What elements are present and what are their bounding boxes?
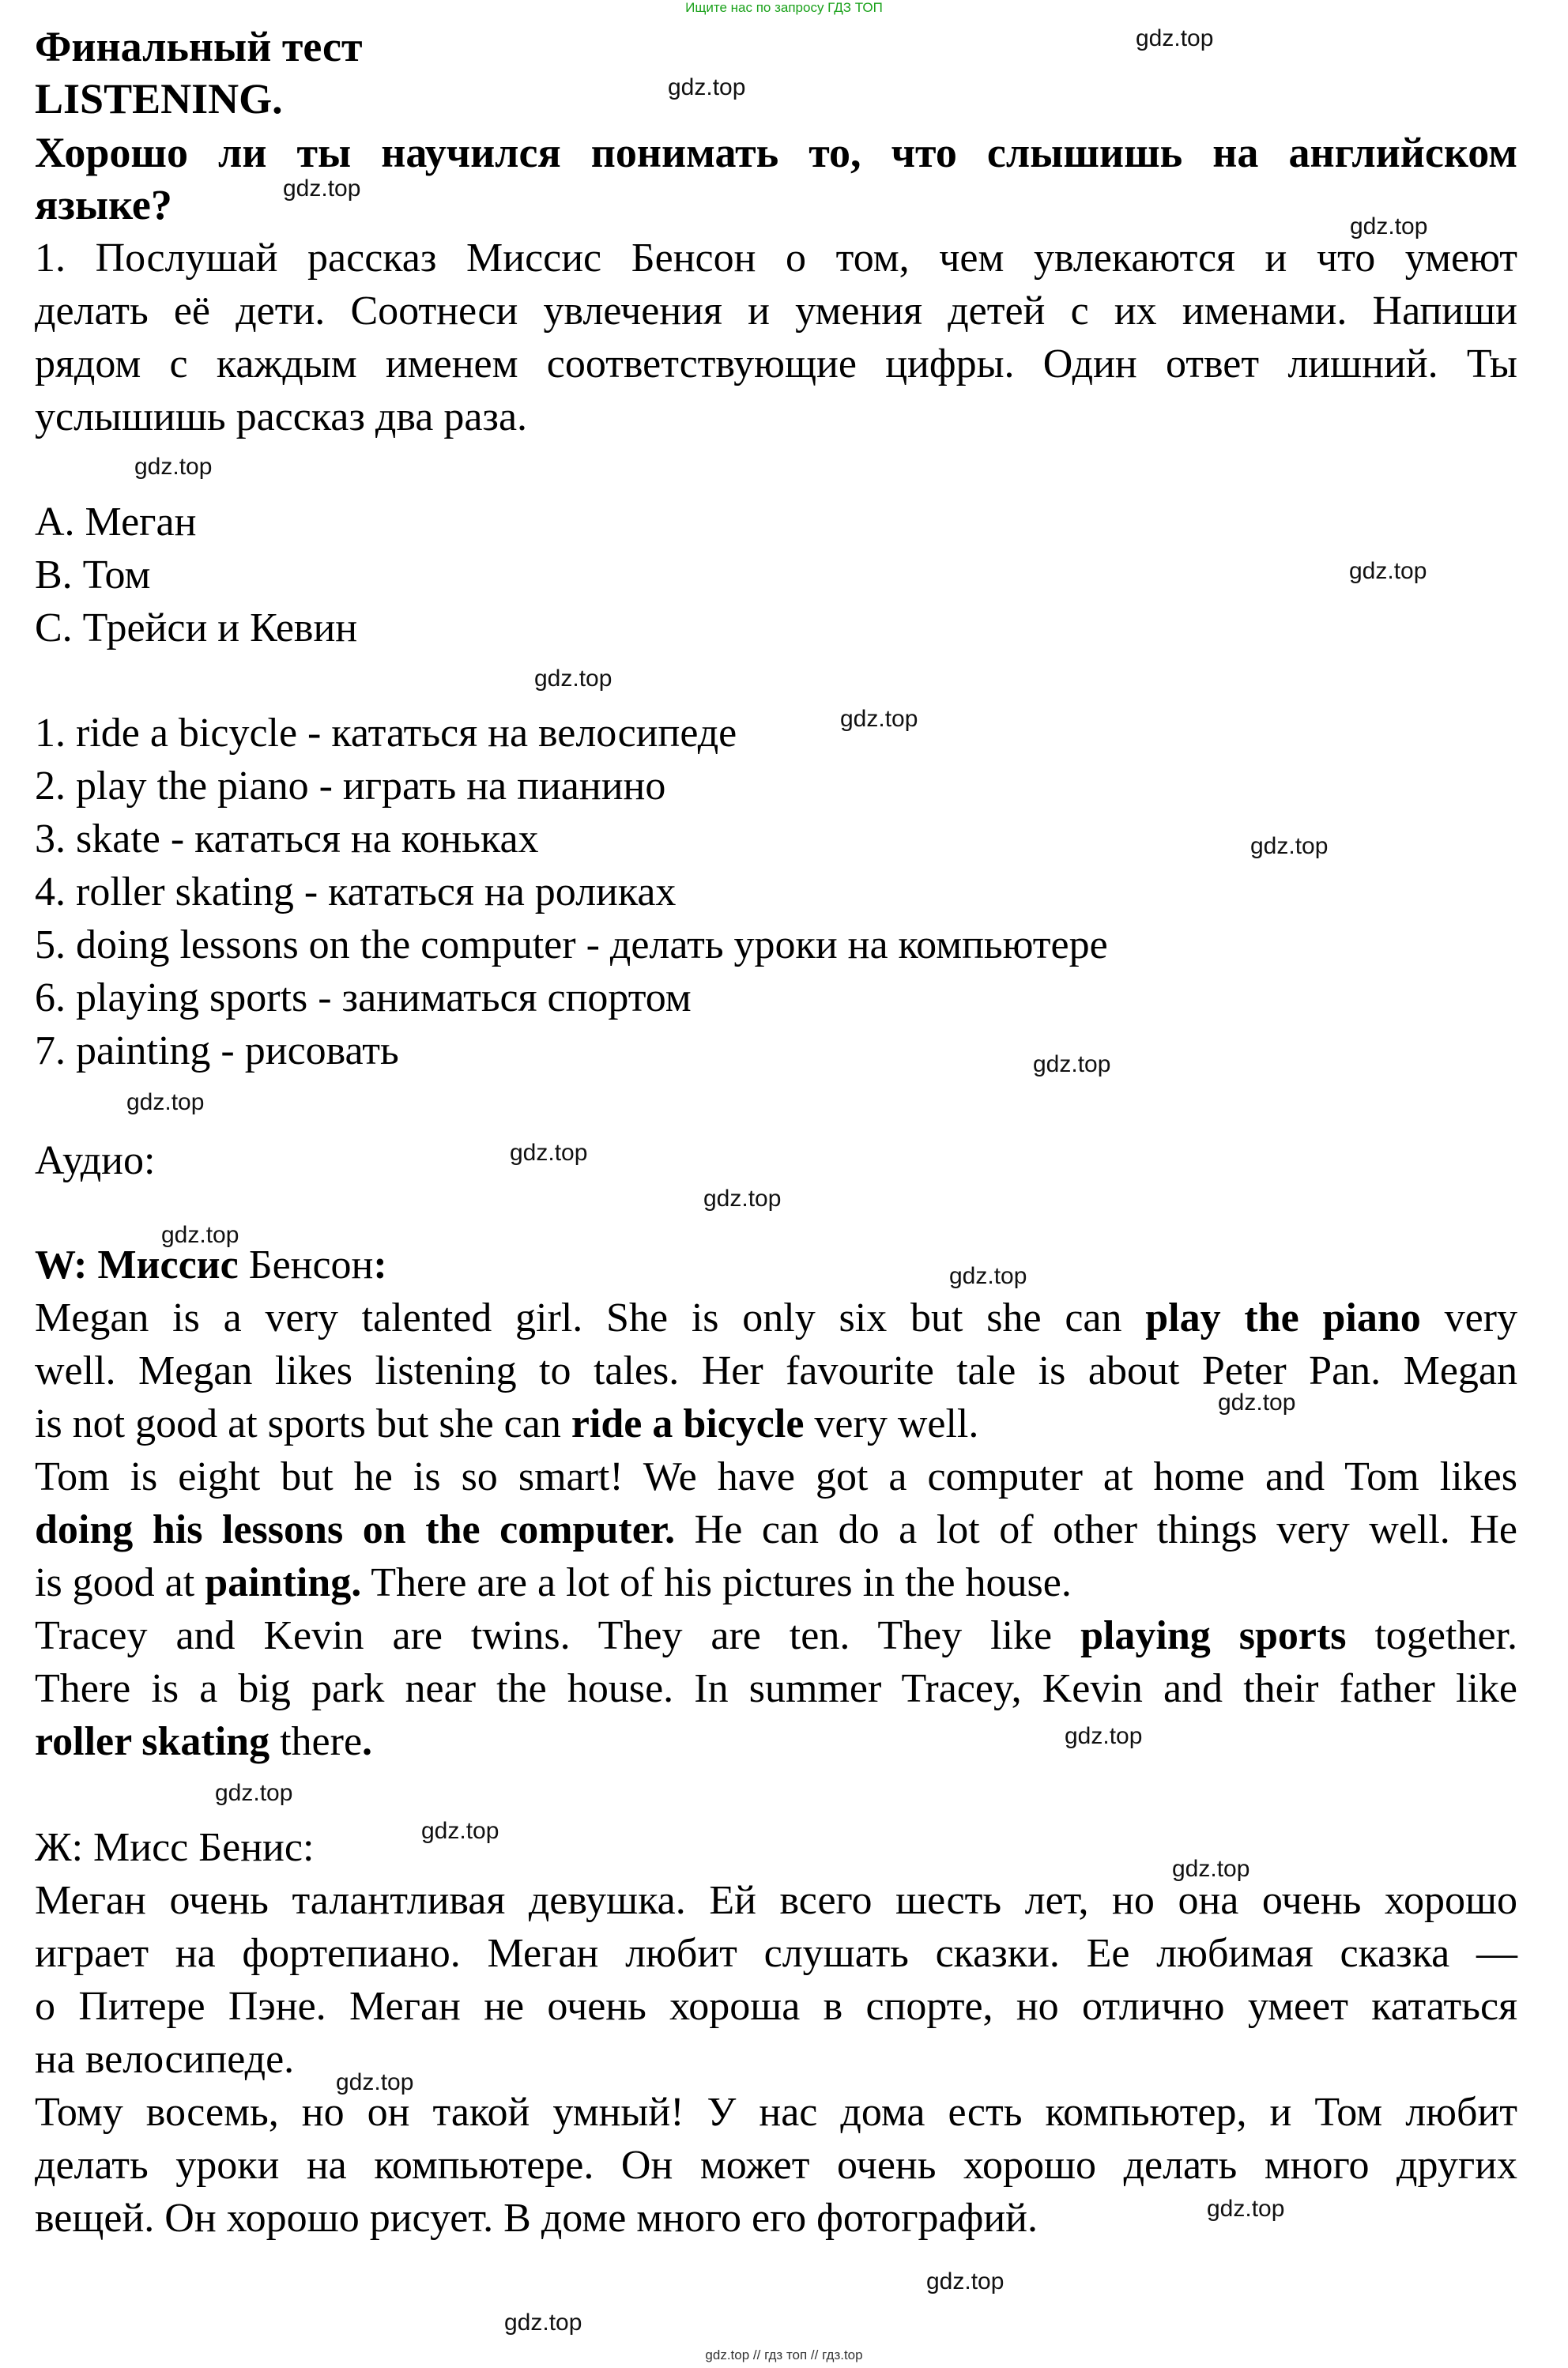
watermark: gdz.top (1136, 25, 1214, 51)
activity-4: 4. roller skating - кататься на роликах (35, 869, 677, 914)
watermark: gdz.top (1207, 2196, 1285, 2222)
activity-3: 3. skate - кататься на коньках (35, 816, 539, 862)
russian-line-1: Меган очень талантливая девушка. Ей всего шесть лет, но она очень хорошо (35, 1878, 1517, 1923)
speaker-name: Бенсон (238, 1242, 374, 1288)
task-line-4: услышишь рассказ два раза. (35, 394, 528, 439)
english-line-7 (35, 1610, 1517, 1662)
watermark: gdz.top (510, 1140, 588, 1166)
highlight-span: ride a bicycle (571, 1401, 805, 1446)
watermark: gdz.top (1349, 558, 1427, 584)
highlight-span: play the piano (1145, 1295, 1421, 1340)
russian-line-3: о Питере Пэне. Меган не очень хороша в спорте, но отлично умеет кататься (35, 1984, 1517, 2029)
watermark: gdz.top (1065, 1723, 1143, 1749)
watermark: gdz.top (1250, 833, 1329, 859)
text-span: is good at (35, 1560, 205, 1605)
task-line-1: 1. Послушай рассказ Миссис Бенсон о том, чем увлекаются и что умеют (35, 236, 1517, 281)
english-line-9 (35, 1716, 372, 1768)
watermark: gdz.top (926, 2268, 1004, 2294)
watermark: gdz.top (134, 454, 213, 480)
section-title: LISTENING. (35, 75, 283, 123)
question-line-2: языке? (35, 181, 172, 228)
watermark: gdz.top (949, 1263, 1027, 1289)
text-span: there (270, 1719, 363, 1764)
watermark: gdz.top (840, 706, 918, 732)
watermark: gdz.top (1218, 1390, 1296, 1416)
highlight-span: painting. (205, 1560, 362, 1605)
task-line-3: рядом с каждым именем соответствующие цифры. Один ответ лишний. Ты (35, 341, 1517, 386)
english-line-4: Tom is eight but he is so smart! We have got a computer at home and Tom likes (35, 1454, 1517, 1499)
watermark: gdz.top (1033, 1051, 1111, 1077)
watermark: gdz.top (215, 1780, 293, 1806)
english-line-6 (35, 1557, 1072, 1609)
audio-label: Аудио: (35, 1138, 156, 1183)
highlight-span: playing sports (1080, 1613, 1347, 1658)
watermark: gdz.top (283, 175, 361, 202)
text-span: is not good at sports but she can (35, 1401, 571, 1446)
activity-6: 6. playing sports - заниматься спортом (35, 975, 692, 1020)
name-a: А. Меган (35, 500, 197, 545)
name-c: С. Трейси и Кевин (35, 605, 358, 650)
text-span: Tracey and Kevin are twins. They are ten. They like (35, 1613, 1081, 1658)
activity-5: 5. doing lessons on the computer - делать уроки на компьютере (35, 922, 1108, 967)
text-span: very (1420, 1295, 1517, 1340)
russian-line-2: играет на фортепиано. Меган любит слушать сказки. Ее любимая сказка — (35, 1931, 1517, 1976)
text-span: There are a lot of his pictures in the house. (361, 1560, 1072, 1605)
header-note: Ищите нас по запросу ГДЗ ТОП (685, 0, 883, 15)
text-span: together. (1346, 1613, 1517, 1658)
english-line-8: There is a big park near the house. In summer Tracey, Kevin and their father like (35, 1666, 1517, 1711)
watermark: gdz.top (421, 1818, 499, 1844)
highlight-span: doing his lessons on the computer. (35, 1507, 676, 1552)
watermark: gdz.top (668, 74, 746, 100)
watermark: gdz.top (1350, 213, 1428, 239)
watermark: gdz.top (504, 2310, 582, 2336)
english-line-2: well. Megan likes listening to tales. Her favourite tale is about Peter Pan. Megan (35, 1348, 1517, 1393)
english-line-5 (35, 1504, 1517, 1556)
text-span: He can do a lot of other things very well. He (675, 1507, 1517, 1552)
watermark: gdz.top (534, 666, 612, 692)
name-b: В. Том (35, 552, 151, 598)
english-line-3 (35, 1398, 978, 1450)
text-span: Megan is a very talented girl. She is only six but she can (35, 1295, 1146, 1340)
russian-line-7: вещей. Он хорошо рисует. В доме много его фотографий. (35, 2196, 1038, 2241)
test-title: Финальный тест (35, 23, 363, 70)
russian-speaker: Ж: Мисс Бенис: (35, 1825, 315, 1870)
footer-note: gdz.top // гдз топ // гдз.top (705, 2347, 863, 2362)
question-line-1: Хорошо ли ты научился понимать то, что слышишь на английском (35, 129, 1517, 176)
watermark: gdz.top (126, 1089, 205, 1115)
highlight-span: . (362, 1719, 373, 1764)
speaker-colon: : (373, 1242, 387, 1288)
english-line-1 (35, 1292, 1517, 1344)
russian-line-4: на велосипеде. (35, 2037, 295, 2082)
text-span: very well. (804, 1401, 979, 1446)
activity-1: 1. ride a bicycle - кататься на велосипеде (35, 711, 737, 756)
watermark: gdz.top (336, 2069, 414, 2095)
highlight-span: roller skating (35, 1719, 270, 1764)
watermark: gdz.top (161, 1222, 239, 1248)
russian-line-6: делать уроки на компьютере. Он может очень хорошо делать много других (35, 2143, 1517, 2188)
activity-2: 2. play the piano - играть на пианино (35, 764, 666, 809)
russian-line-5: Тому восемь, но он такой умный! У нас дома есть компьютер, и Том любит (35, 2090, 1517, 2135)
activity-7: 7. painting - рисовать (35, 1028, 399, 1073)
watermark: gdz.top (1172, 1856, 1250, 1882)
task-line-2: делать её дети. Соотнеси увлечения и умения детей с их именами. Напиши (35, 288, 1517, 334)
watermark: gdz.top (703, 1186, 782, 1212)
speaker-bold: W: Миссис (35, 1242, 239, 1288)
